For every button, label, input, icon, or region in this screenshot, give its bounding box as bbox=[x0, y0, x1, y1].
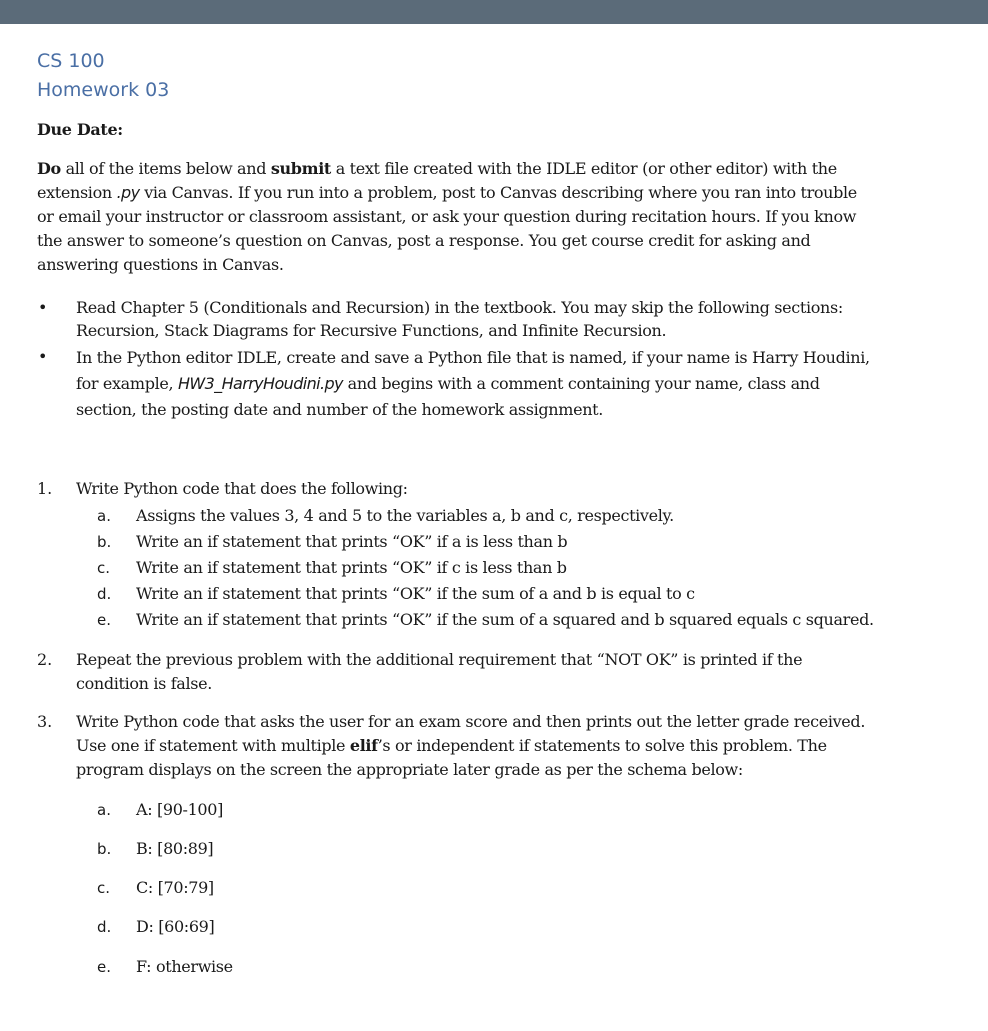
intro-line: the answer to someone’s question on Canvas, post a response. You get course credit for asking and bbox=[37, 231, 811, 250]
bullet-icon: • bbox=[38, 298, 48, 317]
intro-line: or email your instructor or classroom assistant, or ask your question during recitation hours. If you know bbox=[37, 207, 857, 226]
grade-text: C: [70:79] bbox=[136, 878, 214, 897]
grade-label: c. bbox=[97, 879, 111, 897]
grade-label: b. bbox=[97, 840, 112, 858]
question-text bbox=[76, 648, 802, 696]
question-line: ’s or independent if statements to solve this problem. The bbox=[377, 736, 827, 755]
question-number: 3. bbox=[37, 712, 53, 731]
sub-item-text: Write an if statement that prints “OK” if the sum of a and b is equal to c bbox=[136, 584, 695, 603]
intro-text: all of the items below and bbox=[60, 159, 271, 178]
bullet-line: Read Chapter 5 (Conditionals and Recursion) in the textbook. You may skip the following sections: bbox=[76, 298, 843, 317]
intro-text: via Canvas. If you run into a problem, post to Canvas describing where you ran into trouble bbox=[139, 183, 857, 202]
due-date-label: Due Date: bbox=[37, 120, 123, 139]
window-top-bar bbox=[0, 0, 988, 24]
homework-title: Homework 03 bbox=[37, 79, 170, 101]
bullet-line: In the Python editor IDLE, create and save a Python file that is named, if your name is Harry Houdini, bbox=[76, 348, 870, 367]
intro-submit: submit bbox=[270, 159, 331, 178]
sub-item-label: c. bbox=[97, 559, 111, 577]
bullet-line: for example, bbox=[76, 374, 178, 393]
file-name: HW3_HarryHoudini.py bbox=[177, 374, 343, 393]
grade-label: e. bbox=[97, 958, 111, 976]
sub-item-text: Assigns the values 3, 4 and 5 to the variables a, b and c, respectively. bbox=[136, 506, 674, 525]
question-text: Write Python code that does the following: bbox=[76, 479, 408, 498]
bullet-item-reading bbox=[76, 296, 843, 343]
grade-text: F: otherwise bbox=[136, 957, 233, 976]
intro-paragraph bbox=[37, 157, 937, 277]
bullet-line: Recursion, Stack Diagrams for Recursive Functions, and Infinite Recursion. bbox=[76, 321, 667, 340]
grade-text: B: [80:89] bbox=[136, 839, 214, 858]
bullet-item-file bbox=[76, 345, 870, 423]
intro-extension: .py bbox=[116, 183, 140, 202]
intro-text: extension bbox=[37, 183, 117, 202]
question-line: program displays on the screen the appropriate later grade as per the schema below: bbox=[76, 760, 743, 779]
sub-item-text: Write an if statement that prints “OK” if a is less than b bbox=[136, 532, 568, 551]
question-text bbox=[76, 710, 865, 782]
sub-item-text: Write an if statement that prints “OK” if c is less than b bbox=[136, 558, 567, 577]
sub-item-label: b. bbox=[97, 533, 112, 551]
grade-label: a. bbox=[97, 801, 111, 819]
sub-item-label: a. bbox=[97, 507, 111, 525]
bullet-line: section, the posting date and number of the homework assignment. bbox=[76, 400, 603, 419]
bullet-line: and begins with a comment containing your name, class and bbox=[342, 374, 820, 393]
document-page bbox=[0, 24, 988, 1031]
bullet-icon: • bbox=[38, 347, 48, 366]
sub-item-label: e. bbox=[97, 611, 111, 629]
grade-text: A: [90-100] bbox=[136, 800, 223, 819]
question-line: condition is false. bbox=[76, 674, 212, 693]
question-number: 1. bbox=[37, 479, 53, 498]
question-line: Repeat the previous problem with the additional requirement that “NOT OK” is printed if the bbox=[76, 650, 803, 669]
sub-item-label: d. bbox=[97, 585, 112, 603]
grade-text: D: [60:69] bbox=[136, 917, 215, 936]
question-line: Use one if statement with multiple bbox=[76, 736, 350, 755]
question-line: Write Python code that asks the user for an exam score and then prints out the letter grade received. bbox=[76, 712, 866, 731]
intro-text: a text file created with the IDLE editor (or other editor) with the bbox=[330, 159, 837, 178]
elif-keyword: elif bbox=[349, 736, 378, 755]
sub-item-text: Write an if statement that prints “OK” if the sum of a squared and b squared equals c squared. bbox=[136, 610, 874, 629]
intro-do: Do bbox=[37, 159, 61, 178]
course-title: CS 100 bbox=[37, 50, 105, 72]
question-number: 2. bbox=[37, 650, 53, 669]
grade-label: d. bbox=[97, 918, 112, 936]
intro-line: answering questions in Canvas. bbox=[37, 255, 284, 274]
